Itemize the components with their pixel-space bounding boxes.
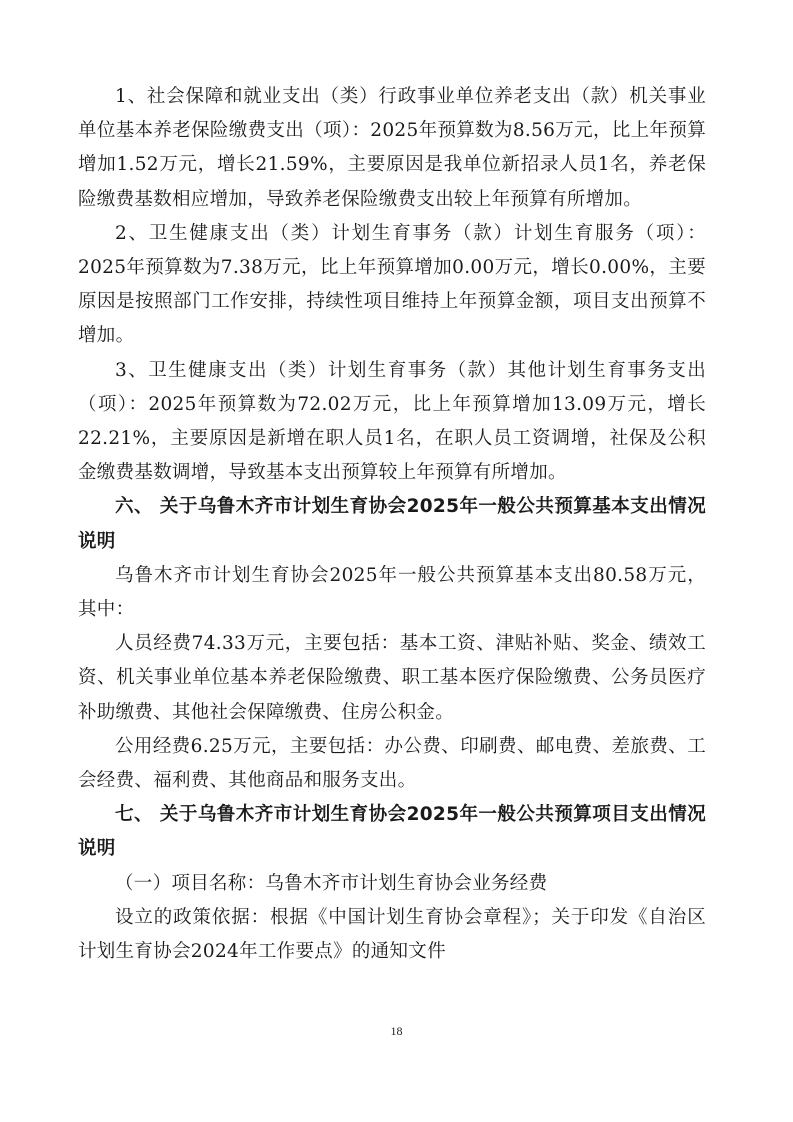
section-7-heading: 七、 关于乌鲁木齐市计划生育协会2025年一般公共预算项目支出情况说明 bbox=[78, 804, 706, 860]
section-6-public-costs: 公用经费6.25万元，主要包括：办公费、印刷费、邮电费、差旅费、工会经费、福利费、其他商品和服务支出。 bbox=[78, 735, 706, 792]
paragraph-pension-expenditure: 1、社会保障和就业支出（类）行政事业单位养老支出（款）机关事业单位基本养老保险缴费支出（项）：2025年预算数为8.56万元，比上年预算增加1.52万元，增长21.59%，主要原因是我单位新招录人员1名，养老保险缴费基数相应增加，导致养老保险缴费支出较上年预算有所增加。 bbox=[78, 86, 706, 210]
paragraph-other-family-planning: 3、卫生健康支出（类）计划生育事务（款）其他计划生育事务支出（项）：2025年预算数为72.02万元，比上年预算增加13.09万元，增长22.21%，主要原因是新增在职人员1名，在职人员工资调增，社保及公积金缴费基数调增，导致基本支出预算较上年预算有所增加。 bbox=[78, 359, 706, 484]
section-6-personnel-costs: 人员经费74.33万元，主要包括：基本工资、津贴补贴、奖金、绩效工资、机关事业单位基本养老保险缴费、职工基本医疗保险缴费、公务员医疗补助缴费、其他社会保障缴费、住房公积金。 bbox=[78, 633, 706, 723]
paragraph-family-planning-services: 2、卫生健康支出（类）计划生育事务（款）计划生育服务（项）：2025年预算数为7.38万元，比上年预算增加0.00万元，增长0.00%，主要原因是按照部门工作安排，持续性项目维持上年预算金额，项目支出预算不增加。 bbox=[78, 222, 706, 347]
section-7-policy-basis: 设立的政策依据：根据《中国计划生育协会章程》；关于印发《自治区计划生育协会2024年工作要点》的通知文件 bbox=[78, 906, 706, 963]
page-number: 18 bbox=[390, 1024, 403, 1038]
section-6-heading: 六、 关于乌鲁木齐市计划生育协会2025年一般公共预算基本支出情况说明 bbox=[78, 496, 706, 552]
section-7-project-name: （一）项目名称：乌鲁木齐市计划生育协会业务经费 bbox=[115, 872, 548, 894]
document-body bbox=[78, 80, 706, 969]
section-6-summary: 乌鲁木齐市计划生育协会2025年一般公共预算基本支出80.58万元，其中： bbox=[78, 564, 706, 621]
